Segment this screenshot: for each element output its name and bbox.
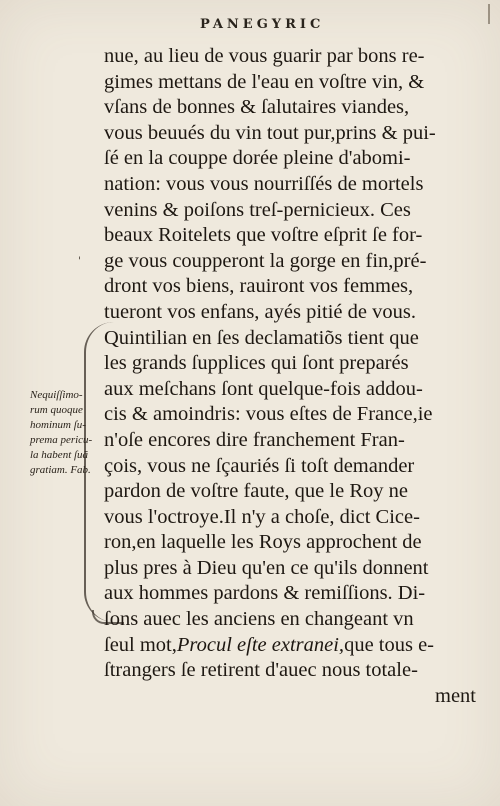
body-text — [104, 44, 476, 709]
text-line: çois, vous ne ſçauriés ſi toſt demander — [104, 454, 415, 477]
text-line: ron,en laquelle les Roys approchent de — [104, 531, 422, 554]
text-line: ge vous coupperont la gorge en fin,pré- — [104, 249, 427, 272]
text-line: dront vos biens, rauiront vos femmes, — [104, 275, 414, 298]
text-line: beaux Roitelets que voſtre eſprit ſe for- — [104, 224, 423, 247]
page-edge-mark — [488, 4, 490, 24]
margin-line: prema pericu- — [30, 434, 93, 446]
text-line: pardon de voſtre faute, que le Roy ne — [104, 480, 408, 503]
margin-line: Nequiſſimo- — [30, 389, 83, 401]
text-line: vous l'octroye.Il n'y a choſe, dict Cice- — [104, 505, 420, 528]
text-line: ſtrangers ſe retirent d'auec nous totale- — [104, 659, 418, 682]
catchword: ment — [435, 684, 476, 707]
text-line: aux hommes pardons & remiſſions. Di- — [104, 582, 426, 605]
text-segment: que tous e- — [344, 633, 435, 656]
text-line: Quintilian en ſes declamatiõs tient que — [104, 326, 419, 349]
text-line: nue, au lieu de vous guarir par bons re- — [104, 45, 425, 67]
text-segment: ſeul mot, — [104, 633, 177, 656]
text-line: vſans de bonnes & ſalutaires viandes, — [104, 96, 410, 119]
text-line: aux meſchans ſont quelque-fois addou- — [104, 377, 423, 400]
text-line: vous beuués du vin tout pur,prins & pui- — [104, 121, 436, 144]
text-line: tueront vos enfans, ayés pitié de vous. — [104, 300, 416, 323]
latin-quotation: Procul eſte extranei, — [176, 633, 345, 656]
margin-line: gratiam. Fab. — [30, 464, 91, 476]
running-head: PANEGYRIC — [200, 17, 325, 32]
text-line: venins & poiſons treſ-pernicieux. Ces — [104, 198, 411, 221]
ink-mark: ' — [78, 256, 81, 267]
text-line: ſé en la couppe dorée pleine d'abomi- — [104, 147, 411, 170]
text-line: ſons auec les anciens en changeant vn — [104, 608, 414, 631]
margin-line: hominum ſu- — [30, 419, 86, 431]
text-line-mixed — [104, 633, 476, 659]
margin-line: la habent ſuã — [30, 449, 89, 461]
text-line: plus pres à Dieu qu'en ce qu'ils donnent — [104, 556, 429, 579]
text-line: les grands ſupplices qui ſont preparés — [104, 352, 409, 375]
text-line: n'oſe encores dire franchement Fran- — [104, 428, 405, 451]
text-line: gimes mettans de l'eau en voſtre vin, & — [104, 70, 425, 93]
text-line: cis & amoindris: vous eſtes de France,ie — [104, 403, 433, 426]
margin-line: rum quoque — [30, 404, 83, 416]
text-line: nation: vous vous nourriſſés de mortels — [104, 172, 424, 195]
